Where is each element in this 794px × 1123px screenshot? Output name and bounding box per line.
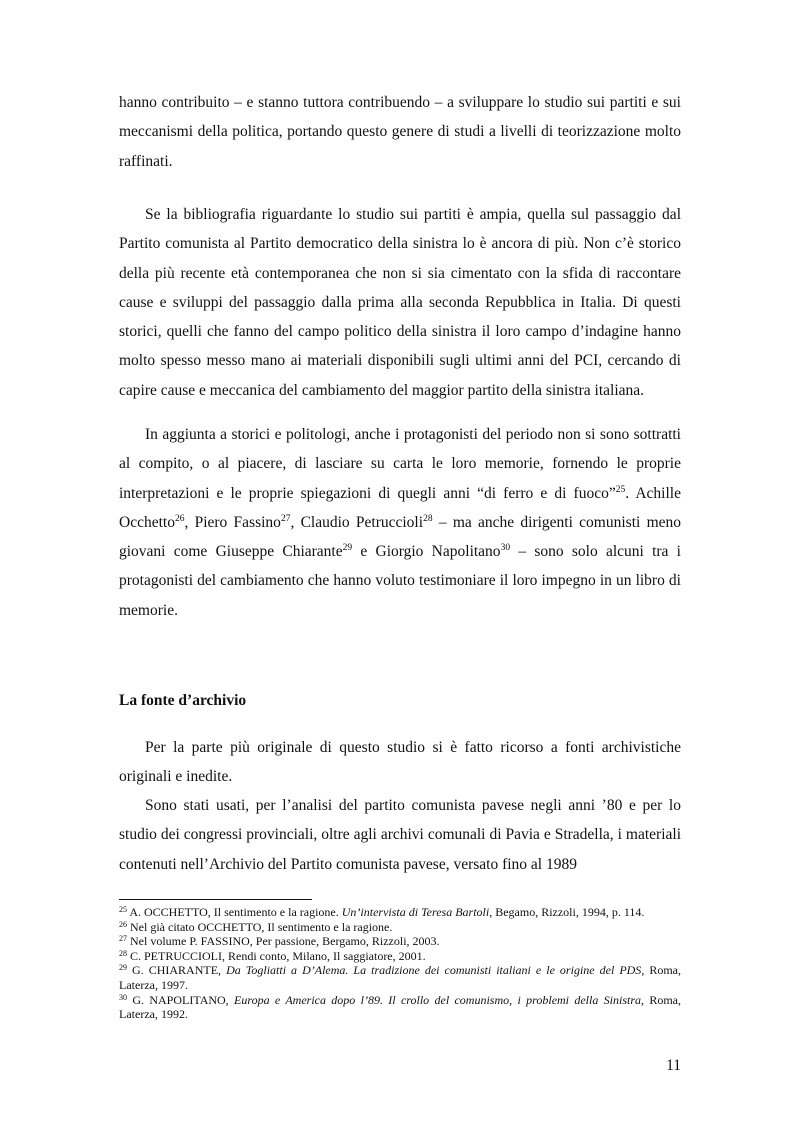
footnote-text-tail: , Roma, Laterza, 1992. bbox=[119, 992, 682, 1022]
footnote-italic: Un’intervista di Teresa Bartoli bbox=[341, 905, 490, 919]
paragraph-4: Per la parte più originale di questo studio si è fatto ricorso a fonti archivistiche originali e inedite. bbox=[119, 739, 681, 786]
footnote-26 bbox=[119, 920, 681, 935]
p3-text-5: – ma anche dirigenti comunisti meno giovani come Giuseppe Chiarante bbox=[119, 513, 682, 561]
footnote-text: G. NAPOLITANO, bbox=[132, 992, 235, 1007]
paragraph-2: Se la bibliografia riguardante lo studio sui partiti è ampia, quella sul passaggio dal Partito comunista al Partito democratico della sinistra lo è ancora di più. Non c’è storico della più recente età contemporanea che non si sia cimentato con la sfida di raccontare cause e sviluppi del passaggio dalla prima alla seconda Repubblica in Italia. Di questi storici, quelli che fanno del campo politico della sinistra il loro campo d’indagine hanno molto spesso messo mano ai materiali disponibili sugli ultimi anni del PCI, cercando di capire cause e meccanica del cambiamento del maggior partito della sinistra italiana. bbox=[119, 206, 681, 399]
p3-text-3: , Piero Fassino bbox=[184, 513, 281, 531]
footnote-ref-30: 30 bbox=[500, 543, 511, 554]
footnote-text: Nel volume P. FASSINO, Per passione, Bergamo, Rizzoli, 2003. bbox=[130, 934, 440, 949]
footnote-text: A. OCCHETTO, Il sentimento e la ragione. bbox=[129, 905, 342, 919]
footnote-29 bbox=[119, 963, 681, 992]
footnote-number: 25 bbox=[119, 905, 127, 914]
footnote-separator bbox=[119, 899, 312, 900]
p3-text-6: e Giorgio Napolitano bbox=[352, 543, 501, 561]
footnote-ref-28: 28 bbox=[423, 513, 433, 524]
paragraph-1: hanno contribuito – e stanno tuttora contribuendo – a sviluppare lo studio sui partiti e sui meccanismi della politica, portando questo genere di studi a livelli di teorizzazione molto raffinati. bbox=[119, 94, 681, 170]
footnote-27 bbox=[119, 934, 681, 949]
section-heading: La fonte d’archivio bbox=[119, 692, 247, 709]
footnote-number: 28 bbox=[119, 948, 127, 958]
footnote-28 bbox=[119, 949, 681, 964]
p3-text-4: , Claudio Petruccioli bbox=[290, 513, 424, 531]
footnote-number: 29 bbox=[119, 963, 127, 973]
footnote-ref-29: 29 bbox=[342, 543, 353, 554]
footnote-text: G. CHIARANTE, bbox=[132, 963, 227, 978]
page-number: 11 bbox=[666, 1057, 681, 1074]
p3-text-7: – sono solo alcuni tra i protagonisti del cambiamento che hanno voluto testimoniare il loro impegno in un libro di memorie. bbox=[119, 543, 681, 619]
footnote-number: 27 bbox=[119, 934, 127, 944]
p3-text-1: In aggiunta a storici e politologi, anche i protagonisti del periodo non si sono sottratti al compito, o al piacere, di lasciare su carta le loro memorie, fornendo le proprie interpretazioni e le proprie spiegazioni di quegli anni “di ferro e di fuoco” bbox=[119, 426, 681, 502]
footnote-number: 26 bbox=[119, 919, 127, 929]
footnote-30 bbox=[119, 993, 681, 1022]
footnote-ref-27: 27 bbox=[280, 513, 291, 524]
footnote-text: Nel già citato OCCHETTO, Il sentimento e la ragione. bbox=[130, 919, 393, 934]
document-page bbox=[119, 0, 681, 1123]
footnote-text-tail: , Roma, Laterza, 1997. bbox=[119, 963, 682, 992]
footnote-number: 30 bbox=[119, 992, 127, 1002]
footnote-text-tail: , Begamo, Rizzoli, 1994, p. 114. bbox=[489, 905, 645, 919]
p3-text-2: . Achille Occhetto bbox=[119, 484, 681, 531]
footnote-text: C. PETRUCCIOLI, Rendi conto, Milano, Il saggiatore, 2001. bbox=[130, 948, 426, 963]
paragraph-5: Sono stati usati, per l’analisi del partito comunista pavese negli anni ’80 e per lo studio dei congressi provinciali, oltre agli archivi comunali di Pavia e Stradella, i materiali contenuti nell’Archivio del Partito comunista pavese, versato fino al 1989 bbox=[119, 797, 681, 873]
paragraph-3 bbox=[119, 420, 681, 625]
footnote-italic: Da Togliatti a D’Alema. La tradizione dei comunisti italiani e le origine del PDS bbox=[226, 963, 642, 978]
footnote-ref-25: 25 bbox=[615, 484, 626, 495]
footnote-italic: Europa e America dopo l’89. Il crollo del comunismo, i problemi della Sinistra bbox=[234, 992, 642, 1007]
footnotes bbox=[119, 905, 681, 1022]
footnote-ref-26: 26 bbox=[174, 513, 185, 524]
footnote-25 bbox=[119, 905, 681, 920]
